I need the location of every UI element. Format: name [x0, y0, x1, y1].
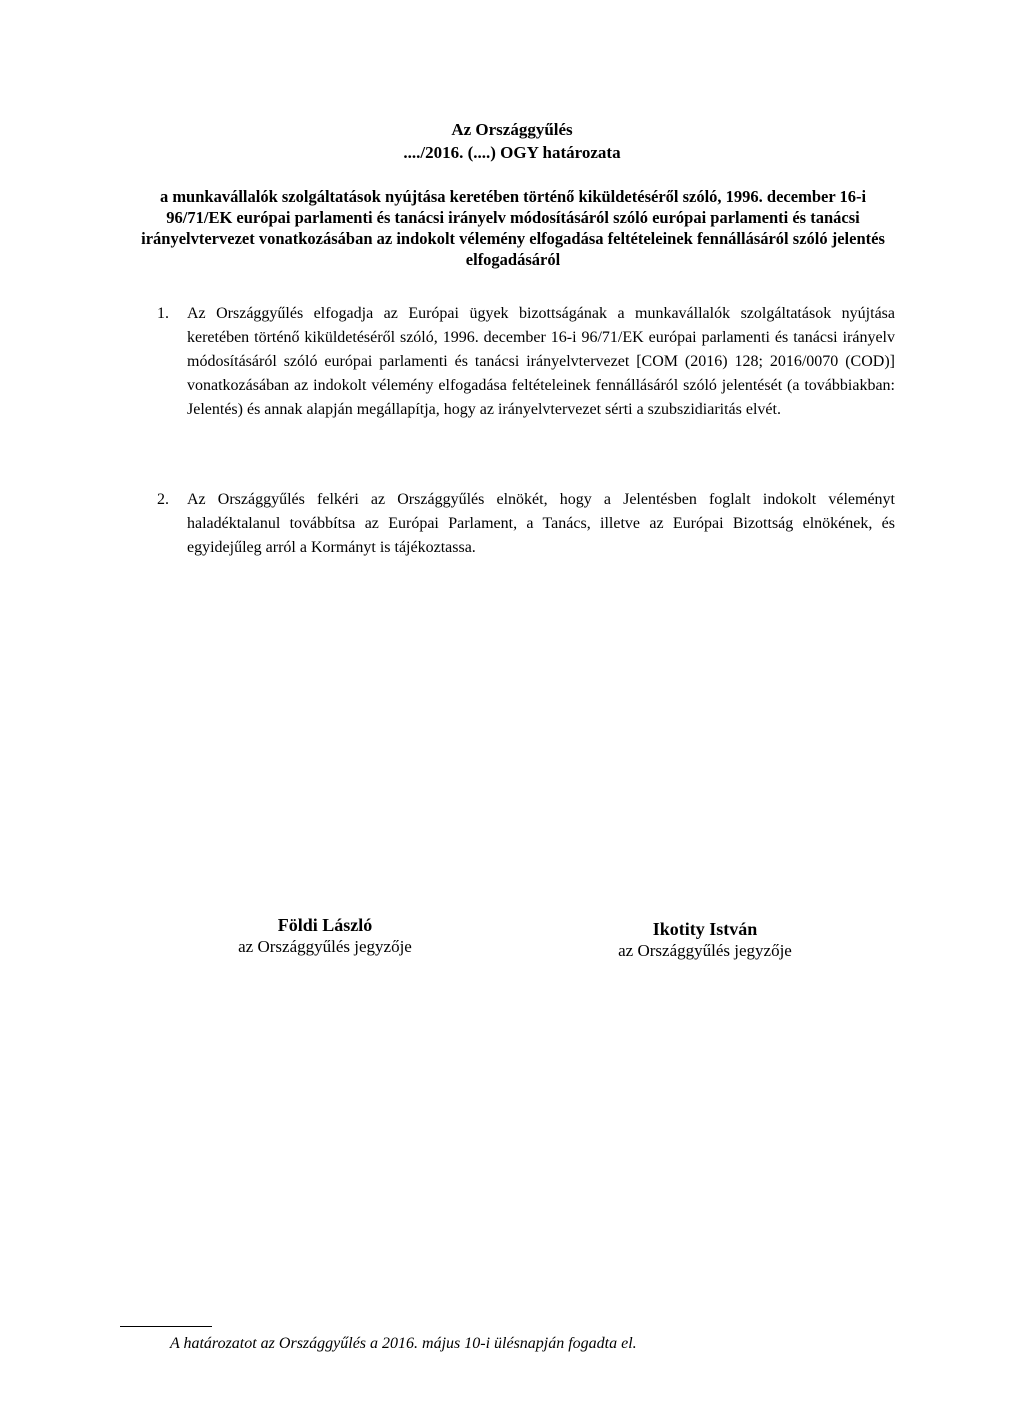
- paragraph-text: Az Országgyűlés felkéri az Országgyűlés elnökét, hogy a Jelentésben foglalt indokolt véleményt haladéktalanul továbbítsa az Európai Parlament, a Tanács, illetve az Európai Bizottság elnökének, és egyidejűleg arról a Kormányt is tájékoztassa.: [187, 491, 895, 556]
- signatory-name: Ikotity István: [652, 919, 758, 939]
- paragraph-1: [157, 302, 895, 422]
- paragraph-number: 2.: [157, 491, 169, 508]
- signatory-title: az Országgyűlés jegyzője: [238, 937, 412, 956]
- signatory-title: az Országgyűlés jegyzője: [618, 941, 792, 960]
- footnote: A határozatot az Országgyűlés a 2016. május 10-i ülésnapján fogadta el.: [170, 1335, 637, 1352]
- footnote-divider: [120, 1326, 212, 1327]
- paragraph-number: 1.: [157, 305, 169, 322]
- paragraph-text: Az Országgyűlés elfogadja az Európai ügyek bizottságának a munkavállalók szolgáltatások nyújtása keretében történő kiküldetéséről szóló, 1996. december 16-i 96/71/EK európai parlamenti és tanácsi irányelv módosításáról szóló európai parlamenti és tanácsi irányelvtervezet [COM (2016) 128; 2016/0070 (COD)] vonatkozásában az indokolt vélemény elfogadása feltételeinek fennállásáról szóló jelentését (a továbbiakban: Jelentés) és annak alapján megállapítja, hogy az irányelvtervezet sérti a szubszidiaritás elvét.: [187, 305, 895, 418]
- resolution-subject: a munkavállalók szolgáltatások nyújtása keretében történő kiküldetéséről szóló, 1996. december 16-i 96/71/EK európai parlamenti és tanácsi irányelv módosításáról szóló európai parlamenti és tanácsi irányelvtervezet vonatkozásában az indokolt vélemény elfogadása feltételeinek fennállásáról szóló jelentés elfogadásáról: [141, 187, 885, 269]
- issuer-heading: Az Országgyűlés: [451, 120, 573, 139]
- paragraph-2: [157, 488, 895, 560]
- signatory-name: Földi László: [277, 915, 373, 935]
- signatory-left: [185, 914, 465, 958]
- resolution-number: ..../2016. (....) OGY határozata: [403, 143, 621, 162]
- signatory-right: [565, 918, 845, 962]
